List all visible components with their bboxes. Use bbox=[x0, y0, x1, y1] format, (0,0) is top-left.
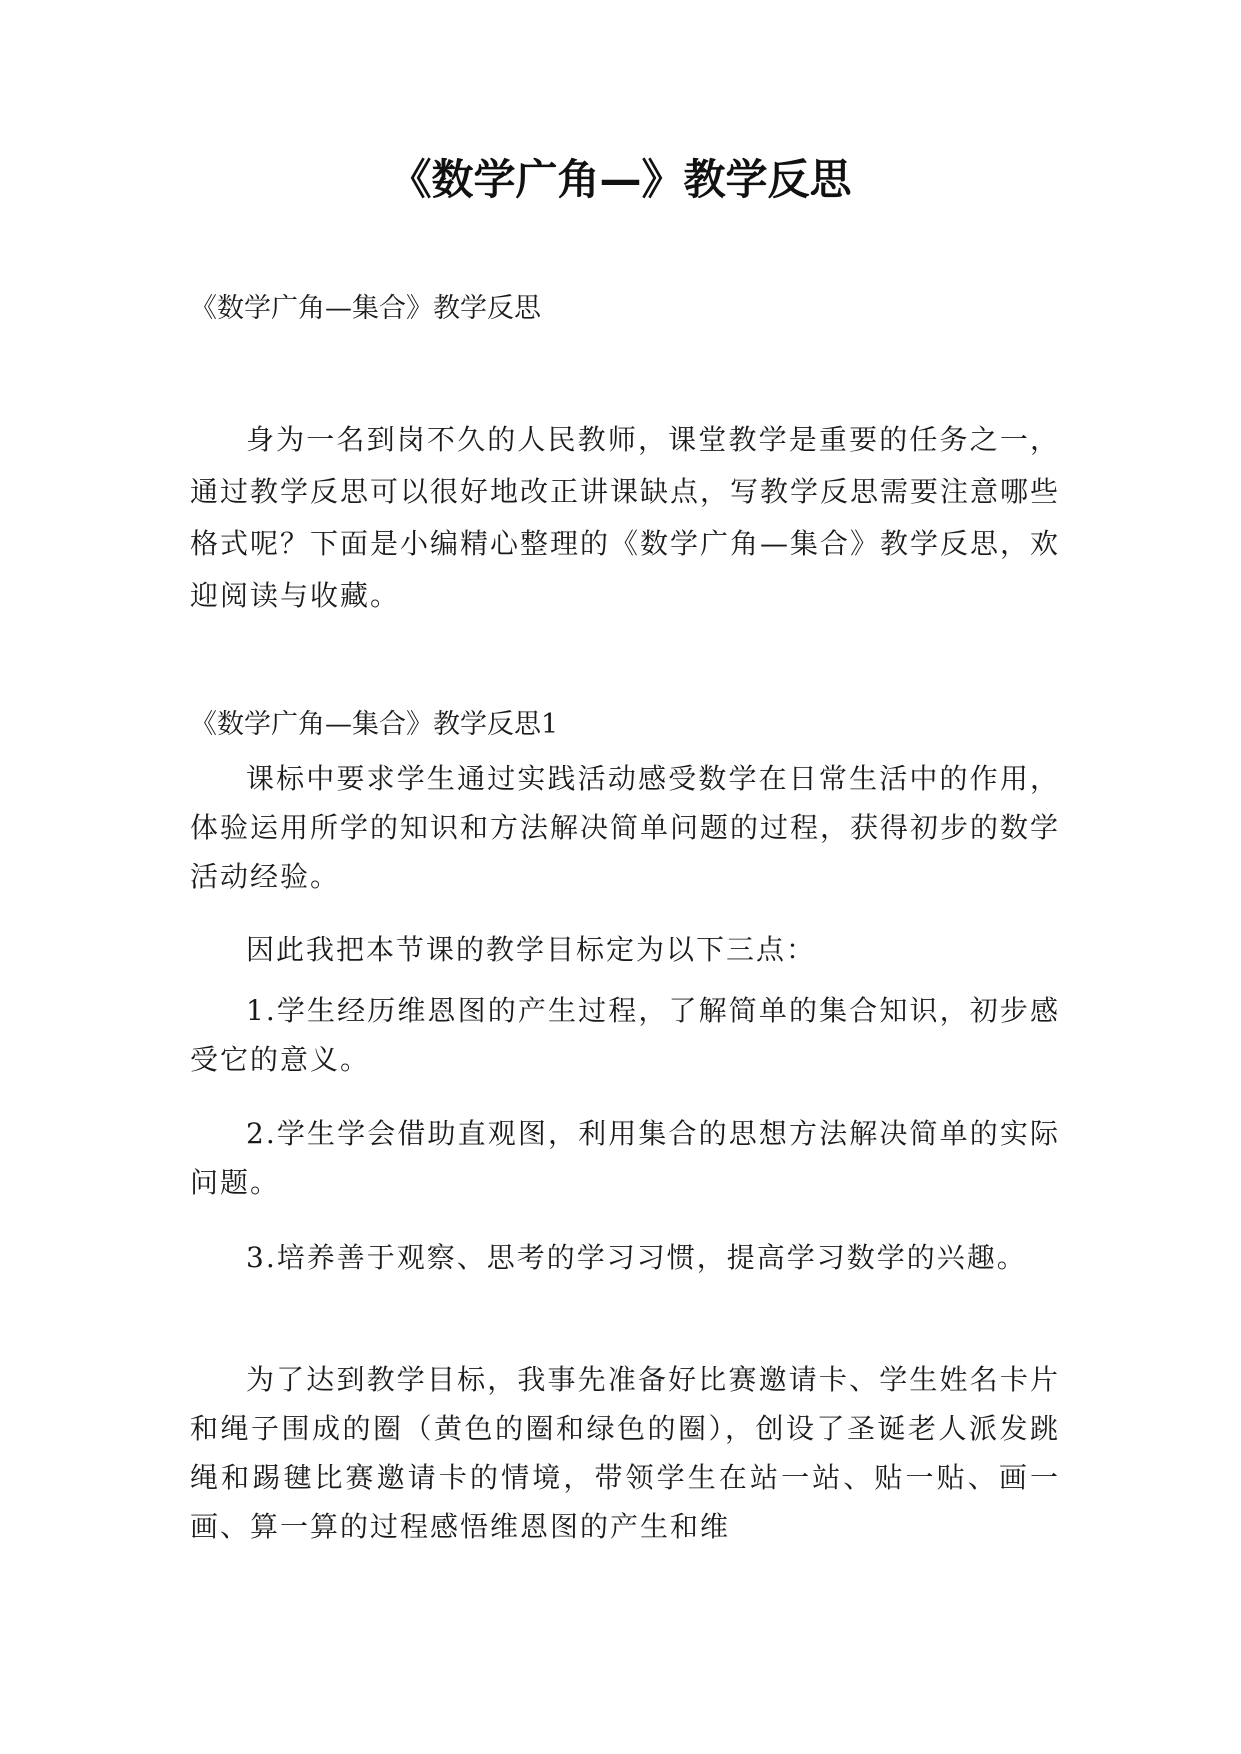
document-title: 《数学广角—》教学反思 bbox=[389, 155, 852, 204]
body-paragraph-2: 因此我把本节课的教学目标定为以下三点： bbox=[246, 933, 817, 966]
section-heading: 《数学广角—集合》教学反思1 bbox=[190, 709, 559, 740]
goal-item-3: 3.培养善于观察、思考的学习习惯，提高学习数学的兴趣。 bbox=[246, 1241, 1027, 1274]
body-paragraph-1: 课标中要求学生通过实践活动感受数学在日常生活中的作用，体验运用所学的知识和方法解决简单问题的过程，获得初步的数学活动经验。 bbox=[190, 762, 1061, 893]
document-subtitle: 《数学广角—集合》教学反思 bbox=[190, 293, 541, 324]
goal-item-2: 2.学生学会借助直观图，利用集合的思想方法解决简单的实际问题。 bbox=[190, 1117, 1060, 1199]
body-paragraph-3: 为了达到教学目标，我事先准备好比赛邀请卡、学生姓名卡片和绳子围成的圈（黄色的圈和绿色的圈），创设了圣诞老人派发跳绳和踢毽比赛邀请卡的情境，带领学生在站一站、贴一贴、画一画、算一算的过程感悟维恩图的产生和维 bbox=[190, 1363, 1060, 1543]
intro-paragraph: 身为一名到岗不久的人民教师，课堂教学是重要的任务之一，通过教学反思可以很好地改正讲课缺点，写教学反思需要注意哪些格式呢？下面是小编精心整理的《数学广角—集合》教学反思，欢迎阅读与收藏。 bbox=[190, 423, 1061, 612]
goal-item-1: 1.学生经历维恩图的产生过程，了解简单的集合知识，初步感受它的意义。 bbox=[190, 994, 1060, 1076]
